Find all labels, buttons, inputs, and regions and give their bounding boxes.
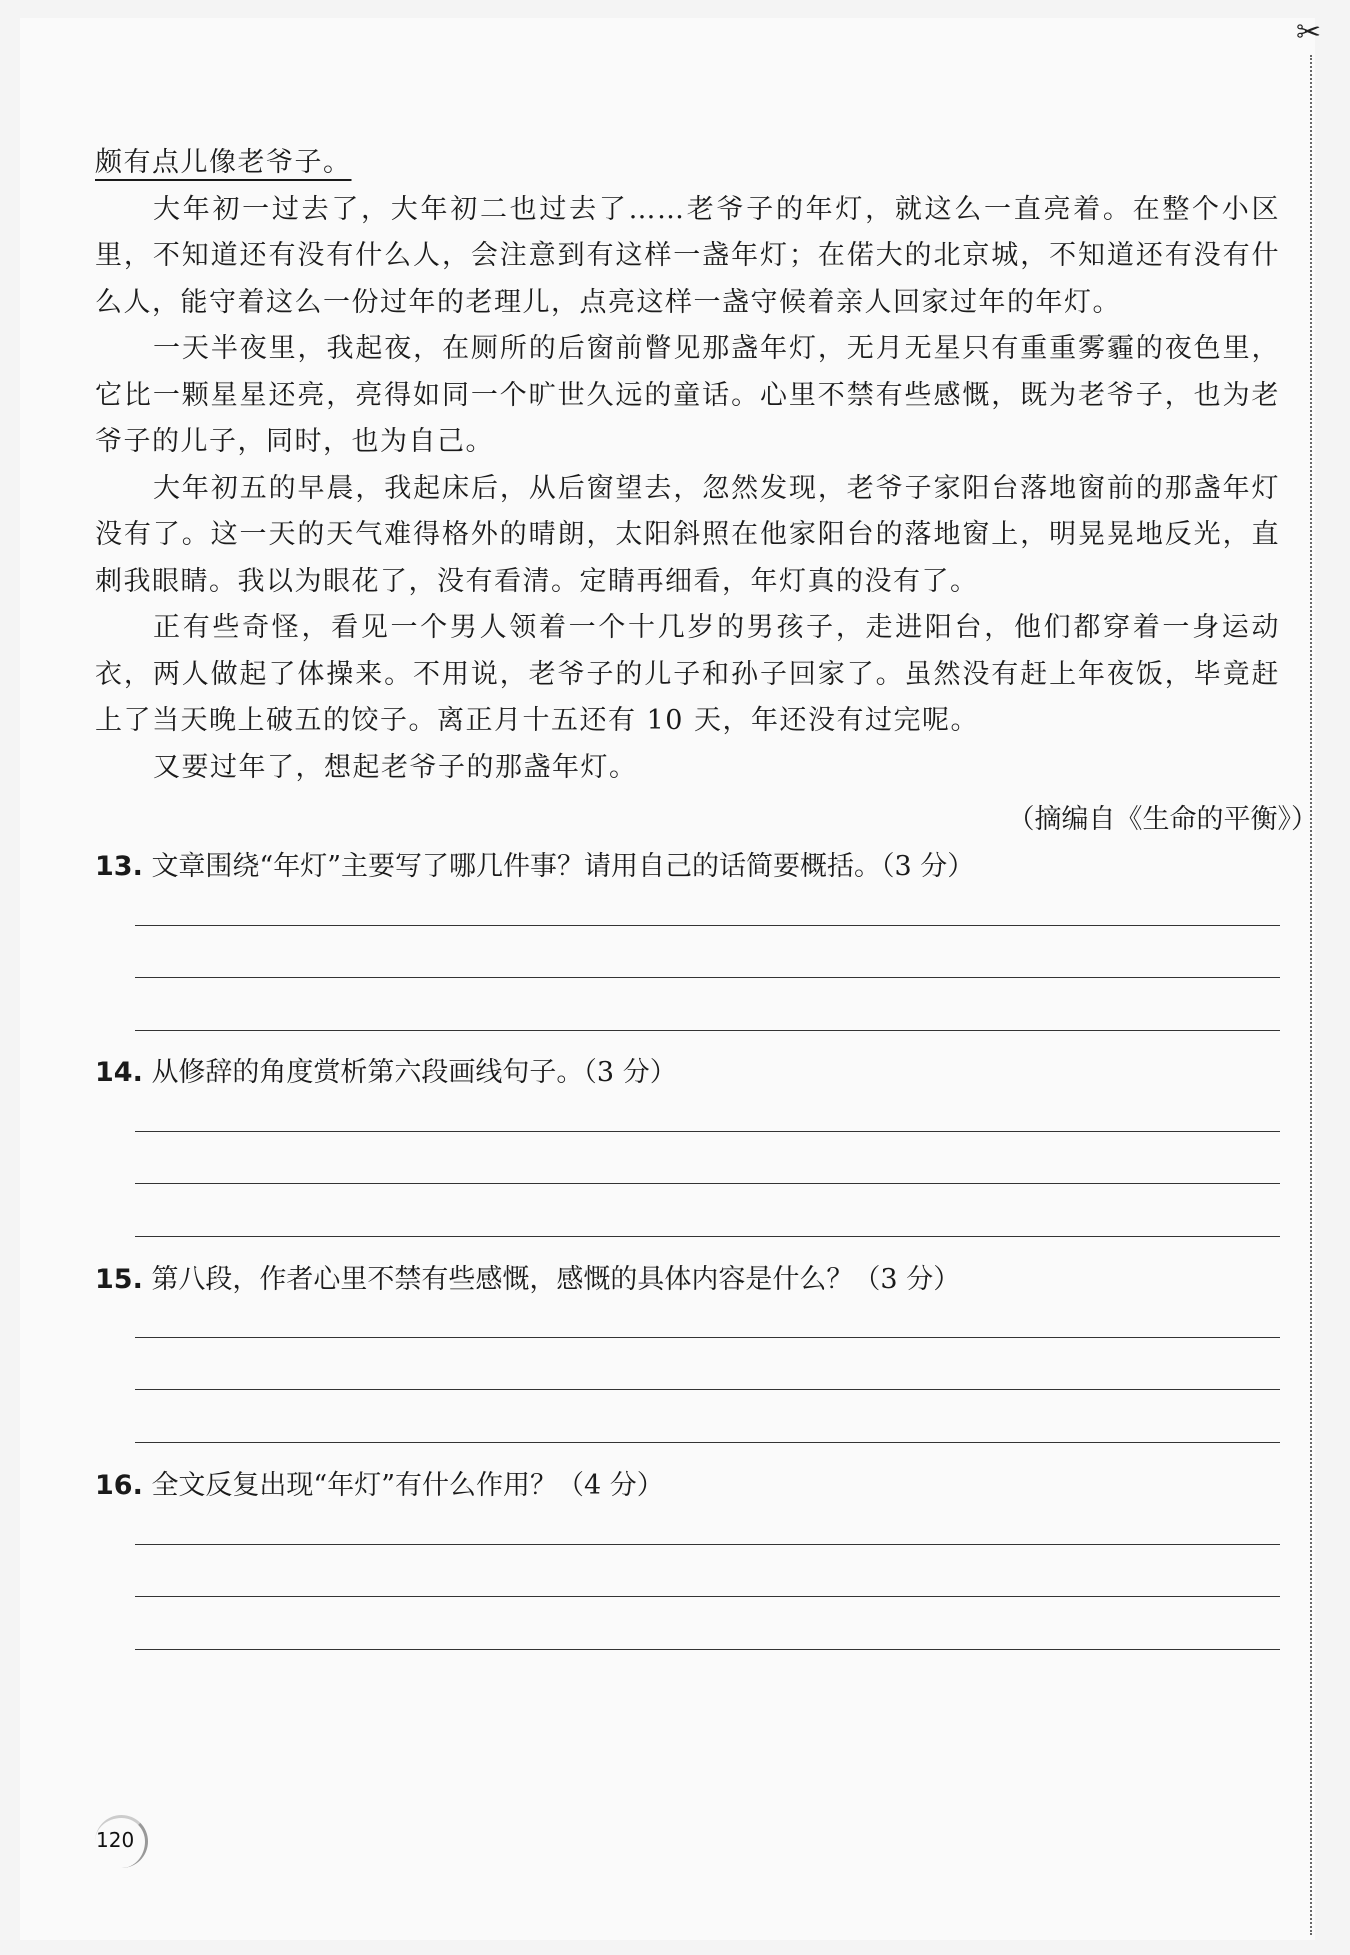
answer-line[interactable] <box>135 1337 1280 1338</box>
question-13 <box>95 847 974 887</box>
cut-line <box>1310 55 1312 1935</box>
question-text: 第八段，作者心里不禁有些感慨，感慨的具体内容是什么？（3 分） <box>151 1264 961 1295</box>
question-16 <box>95 1466 664 1506</box>
reading-passage <box>95 140 1280 791</box>
underlined-sentence: 颇有点儿像老爷子。 <box>95 147 352 178</box>
answer-line[interactable] <box>135 1030 1280 1031</box>
question-number: 13. <box>95 851 143 882</box>
passage-paragraph: 一天半夜里，我起夜，在厕所的后窗前瞥见那盏年灯，无月无星只有重重雾霾的夜色里，它比一颗星星还亮，亮得如同一个旷世久远的童话。心里不禁有些感慨，既为老爷子，也为老爷子的儿子，同时，也为自己。 <box>95 333 1280 457</box>
passage-paragraph: 大年初一过去了，大年初二也过去了……老爷子的年灯，就这么一直亮着。在整个小区里，不知道还有没有什么人，会注意到有这样一盏年灯；在偌大的北京城，不知道还有没有什么人，能守着这么一份过年的老理儿，点亮这样一盏守候着亲人回家过年的年灯。 <box>95 193 1280 318</box>
passage-source: （摘编自《生命的平衡》） <box>1007 804 1318 835</box>
question-15 <box>95 1260 960 1300</box>
question-text: 文章围绕“年灯”主要写了哪几件事？请用自己的话简要概括。（3 分） <box>151 851 975 882</box>
passage-paragraph: 又要过年了，想起老爷子的那盏年灯。 <box>153 751 638 783</box>
answer-line[interactable] <box>135 1389 1280 1390</box>
passage-paragraph: 大年初五的早晨，我起床后，从后窗望去，忽然发现，老爷子家阳台落地窗前的那盏年灯没有了。这一天的天气难得格外的晴朗，太阳斜照在他家阳台的落地窗上，明晃晃地反光，直刺我眼睛。我以为眼花了，没有看清。定睛再细看，年灯真的没有了。 <box>95 472 1280 597</box>
answer-line[interactable] <box>135 1649 1280 1650</box>
page-number: 120 <box>96 1828 135 1852</box>
question-number: 15. <box>95 1264 143 1295</box>
answer-line[interactable] <box>135 977 1280 978</box>
answer-line[interactable] <box>135 925 1280 926</box>
answer-line[interactable] <box>135 1131 1280 1132</box>
answer-line[interactable] <box>135 1442 1280 1443</box>
question-text: 全文反复出现“年灯”有什么作用？（4 分） <box>151 1470 664 1501</box>
answer-line[interactable] <box>135 1236 1280 1237</box>
answer-line[interactable] <box>135 1544 1280 1545</box>
answer-line[interactable] <box>135 1596 1280 1597</box>
question-14 <box>95 1053 677 1093</box>
scissors-icon: ✂ <box>1296 15 1322 50</box>
question-text: 从修辞的角度赏析第六段画线句子。（3 分） <box>151 1057 677 1088</box>
question-number: 16. <box>95 1470 143 1501</box>
answer-line[interactable] <box>135 1183 1280 1184</box>
passage-paragraph: 正有些奇怪，看见一个男人领着一个十几岁的男孩子，走进阳台，他们都穿着一身运动衣，两人做起了体操来。不用说，老爷子的儿子和孙子回家了。虽然没有赶上年夜饭，毕竟赶上了当天晚上破五的饺子。离正月十五还有 10 天，年还没有过完呢。 <box>95 612 1280 736</box>
passage-paragraph <box>95 140 1280 187</box>
question-number: 14. <box>95 1057 143 1088</box>
